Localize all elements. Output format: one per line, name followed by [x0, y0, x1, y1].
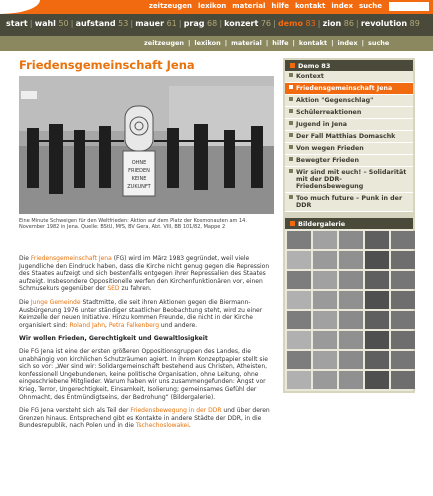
gallery-header[interactable] — [285, 218, 413, 229]
top-menu-kontakt[interactable]: kontakt — [294, 2, 326, 10]
photo-caption: Eine Minute Schweigen für den Weltfrieden: Aktion auf dem Platz der Kosmonauten am 14. November 1982 in Jena. Quelle: BStU, MfS, BV Gera, Abt. VIII, BB 101/82, Mappe 2 — [19, 218, 247, 230]
gallery-thumbnail[interactable] — [339, 351, 363, 369]
gallery-thumbnail[interactable] — [287, 331, 311, 349]
gallery-thumbnail[interactable] — [313, 351, 337, 369]
nav-item-start[interactable] — [6, 19, 28, 28]
gallery-thumbnail[interactable] — [365, 271, 389, 289]
gallery-thumbnail[interactable] — [391, 351, 415, 369]
sidebar-item[interactable] — [285, 119, 413, 131]
top-menu-index[interactable]: index — [331, 2, 353, 10]
nav-item-demo[interactable] — [278, 19, 316, 28]
sidebar-item-label: Schülerreaktionen — [296, 109, 362, 116]
logo-swoosh — [0, 0, 40, 14]
gallery-thumbnail[interactable] — [365, 231, 389, 249]
sidebar-item[interactable] — [285, 131, 413, 143]
bullet-icon — [289, 121, 293, 125]
sidebar-item-label: Der Fall Matthias Domaschk — [296, 133, 396, 140]
gallery-header-label: Bildergalerie — [298, 220, 346, 228]
gallery-thumbnail[interactable] — [391, 331, 415, 349]
sidebar-item-label: Friedensgemeinschaft Jena — [296, 85, 393, 92]
sidebar-header-label: Demo 83 — [298, 62, 331, 70]
link-sed[interactable]: SED — [107, 285, 120, 293]
gallery-thumbnail[interactable] — [339, 371, 363, 389]
link-friedensbewegung[interactable]: Friedensbewegung in der DDR — [130, 407, 222, 415]
top-menu-lexikon[interactable]: lexikon — [197, 2, 227, 10]
subnav-separator: | — [188, 39, 191, 47]
nav-item-aufstand[interactable] — [76, 19, 129, 28]
bullet-icon — [289, 133, 293, 137]
section-heading: Wir wollen Frieden, Gerechtigkeit und Gewaltlosigkeit — [19, 335, 208, 343]
main-content — [19, 58, 274, 430]
gallery-thumbnail[interactable] — [365, 351, 389, 369]
sidebar-item[interactable] — [285, 107, 413, 119]
sidebar-item[interactable] — [285, 71, 413, 83]
subnav-separator: | — [292, 39, 295, 47]
gallery-thumbnail[interactable] — [313, 371, 337, 389]
gallery-thumbnail[interactable] — [287, 291, 311, 309]
paragraph-1 — [19, 255, 274, 293]
link-junge-gemeinde[interactable]: Junge Gemeinde — [30, 298, 81, 306]
gallery-thumbnail[interactable] — [313, 331, 337, 349]
nav-separator: | — [355, 19, 359, 28]
link-roland-jahn[interactable]: Roland Jahn — [69, 321, 106, 329]
svg-text:KEINE: KEINE — [131, 176, 147, 182]
bullet-icon — [289, 169, 293, 173]
gallery-thumbnail[interactable] — [287, 371, 311, 389]
nav-separator: | — [219, 19, 223, 28]
gallery-thumbnail[interactable] — [365, 311, 389, 329]
svg-text:FRIEDEN: FRIEDEN — [128, 168, 150, 174]
bullet-icon — [289, 157, 293, 161]
nav-item-year: 86 — [341, 19, 354, 28]
nav-item-label: start — [6, 19, 28, 28]
top-menu-material[interactable]: material — [232, 2, 266, 10]
nav-item-konzert[interactable] — [224, 19, 271, 28]
text: und andere. — [159, 321, 198, 329]
sidebar-item[interactable] — [285, 167, 413, 193]
article-body — [19, 255, 274, 436]
nav-item-label: aufstand — [75, 19, 116, 28]
paragraph-4 — [19, 407, 274, 430]
nav-separator: | — [317, 19, 321, 28]
subnav-item-lexikon[interactable]: lexikon — [194, 39, 221, 47]
gallery-thumbnail[interactable] — [365, 251, 389, 269]
gallery-thumbnail[interactable] — [391, 311, 415, 329]
gallery-grid — [285, 229, 413, 391]
gallery-thumbnail[interactable] — [313, 311, 337, 329]
sidebar — [283, 58, 415, 393]
nav-separator: | — [70, 19, 74, 28]
gallery-thumbnail[interactable] — [287, 231, 311, 249]
gallery-thumbnail[interactable] — [391, 271, 415, 289]
photo-image — [19, 76, 274, 214]
gallery-box — [285, 218, 413, 391]
nav-item-wahl[interactable] — [35, 19, 69, 28]
top-menu-hilfe[interactable]: hilfe — [271, 2, 289, 10]
gallery-thumbnail[interactable] — [313, 231, 337, 249]
gallery-thumbnail[interactable] — [339, 291, 363, 309]
nav-item-label: konzert — [224, 19, 259, 28]
gallery-thumbnail[interactable] — [339, 271, 363, 289]
nav-item-year: 76 — [258, 19, 272, 28]
sidebar-item-label: Jugend in Jena — [296, 121, 347, 128]
nav-item-year: 50 — [55, 19, 69, 28]
bullet-icon — [289, 109, 293, 113]
nav-separator: | — [130, 19, 134, 28]
subnav-separator: | — [331, 39, 334, 47]
text: Die — [19, 298, 31, 306]
gallery-thumbnail[interactable] — [287, 351, 311, 369]
gallery-thumbnail[interactable] — [391, 251, 415, 269]
gallery-thumbnail[interactable] — [391, 291, 415, 309]
text: Stadtmitte, die seit ihren Aktionen gegen die Biermann-Ausbürgerung 1976 unter ständiger staatlicher Beobachtung steht, wird zu einer Keimzelle der neuen Initiative. Hinzu kommen Freunde, die nicht in der Kirche organisiert sind: — [19, 298, 263, 329]
subnav-item-suche[interactable]: suche — [367, 39, 390, 47]
text: Die FG Jena versteht sich als Teil der — [19, 407, 131, 415]
nav-item-label: wahl — [34, 19, 56, 28]
sidebar-item[interactable] — [285, 155, 413, 167]
square-icon — [290, 221, 295, 226]
nav-item-year: 83 — [302, 19, 316, 28]
nav-separator: | — [273, 19, 276, 28]
sidebar-header[interactable] — [285, 60, 413, 71]
subnav-item-index[interactable]: index — [337, 39, 358, 47]
nav-separator: | — [29, 19, 33, 28]
sidebar-item-label: Too much future – Punk in der DDR — [296, 195, 403, 209]
bullet-icon — [289, 195, 293, 199]
gallery-thumbnail[interactable] — [287, 311, 311, 329]
bullet-icon — [289, 85, 293, 89]
sidebar-item[interactable] — [285, 193, 413, 212]
gallery-thumbnail[interactable] — [313, 251, 337, 269]
gallery-thumbnail[interactable] — [391, 231, 415, 249]
nav-item-label: demo — [277, 19, 303, 28]
gallery-thumbnail[interactable] — [365, 331, 389, 349]
sidebar-item-label: Bewegter Frieden — [296, 157, 359, 164]
paragraph-2 — [19, 299, 274, 329]
subnav-item-zeitzeugen[interactable]: zeitzeugen — [144, 39, 185, 47]
sidebar-item-label: Kontext — [296, 73, 324, 80]
subnav-separator: | — [361, 39, 364, 47]
text: (FG) wird im März 1983 gegründet, weil viele Jugendliche den Eindruck haben, dass die Kirche nicht genug gegen die Repression des Staates aufzeigt und sich bestenfalls entgegen ihrer Repressalien des Staates aufzeigt. Insbesondere Oppositionelle werfen den Kirchenfunktionären vor, einen Schmusekurs gegenüber der — [19, 255, 270, 293]
text: . — [188, 422, 191, 430]
gallery-thumbnail[interactable] — [313, 291, 337, 309]
gallery-thumbnail[interactable] — [365, 371, 389, 389]
search-input[interactable] — [389, 2, 429, 11]
subnav-separator: | — [224, 39, 228, 47]
subnav-separator: | — [265, 39, 269, 47]
nav-item-mauer[interactable] — [135, 19, 177, 28]
sidebar-item-label: Wir sind mit euch! – Solidarität mit der DDR-Friedensbewegung — [296, 169, 407, 190]
svg-text:ZUKUNFT: ZUKUNFT — [127, 184, 151, 190]
nav-item-zion[interactable] — [323, 19, 354, 28]
link-friedensgemeinschaft[interactable]: Friedensgemeinschaft Jena — [30, 255, 112, 262]
sidebar-item-label: Von wegen Frieden — [296, 145, 364, 152]
nav-item-revolution[interactable] — [361, 19, 420, 28]
svg-text:OHNE: OHNE — [131, 160, 147, 166]
sidebar-item[interactable] — [285, 143, 413, 155]
gallery-thumbnail[interactable] — [391, 371, 415, 389]
gallery-thumbnail[interactable] — [339, 311, 363, 329]
gallery-thumbnail[interactable] — [313, 271, 337, 289]
nav-item-label: mauer — [135, 19, 165, 28]
nav-item-prag[interactable] — [184, 19, 218, 28]
bullet-icon — [289, 145, 293, 149]
page-title: Friedensgemeinschaft Jena — [19, 58, 195, 72]
square-icon — [290, 63, 295, 68]
link-tschechoslowakei[interactable]: Tschechoslowakei — [135, 422, 189, 430]
nav-item-label: revolution — [360, 19, 408, 28]
sidebar-nav-box — [285, 60, 413, 212]
subnav-item-hilfe[interactable]: hilfe — [272, 39, 289, 47]
subnav-item-kontakt[interactable]: kontakt — [298, 39, 328, 47]
text: Die — [19, 255, 31, 262]
main-nav — [0, 14, 433, 36]
nav-item-label: prag — [183, 19, 205, 28]
bullet-icon — [289, 73, 293, 77]
gallery-thumbnail[interactable] — [287, 251, 311, 269]
top-menu — [146, 2, 385, 10]
gallery-thumbnail[interactable] — [287, 271, 311, 289]
nav-item-year: 53 — [115, 19, 129, 28]
bullet-icon — [289, 97, 293, 101]
subnav-item-material[interactable]: material — [231, 39, 262, 47]
sub-nav — [0, 36, 433, 51]
gallery-thumbnail[interactable] — [339, 331, 363, 349]
paragraph-3: Die FG Jena ist eine der ersten größeren Oppositionsgruppen des Landes, die unabhängig von kirchlichen Schutzräumen agiert. In ihrem Konzeptpapier stellt sie sich so vor: „Wer sind wir: Solidargemeinschaft bestehend aus Christen, Atheisten, konfessionell Ungebundenen, keine politische Organisation, ohne Leitung, ohne eingeschriebene Mitglieder. Warum haben wir uns zusammengefunden: Angst vor Krieg, Terror, Ungerechtigkeit, Einsamkeit, Isolierung; gemeinsames Gefühl der Ohnmacht, des Entmündigtseins, der Bedrohung“ (Bildergalerie). — [19, 347, 268, 401]
photo-peace-action — [19, 76, 274, 214]
nav-separator: | — [178, 19, 182, 28]
link-petra-falkenberg[interactable]: Petra Falkenberg — [108, 321, 160, 329]
nav-item-label: zion — [322, 19, 342, 28]
sidebar-item-label: Aktion "Gegenschlag" — [296, 97, 374, 104]
gallery-thumbnail[interactable] — [339, 251, 363, 269]
nav-item-year: 68 — [204, 19, 218, 28]
top-bar — [0, 0, 433, 14]
top-menu-suche[interactable]: suche — [358, 2, 382, 10]
sidebar-item[interactable] — [285, 83, 413, 95]
top-menu-zeitzeugen[interactable]: zeitzeugen — [148, 2, 192, 10]
gallery-thumbnail[interactable] — [365, 291, 389, 309]
nav-item-year: 61 — [164, 19, 177, 28]
nav-item-year: 89 — [407, 19, 420, 28]
text: , — [105, 321, 109, 329]
text: zu fahren. — [119, 285, 152, 293]
sidebar-item[interactable] — [285, 95, 413, 107]
gallery-thumbnail[interactable] — [339, 231, 363, 249]
text: und über deren Grenzen hinaus. Entsprechend gibt es Kontakte in andere Städte der DDR, in die Bundesrepublik, nach Polen und in die — [19, 407, 270, 430]
